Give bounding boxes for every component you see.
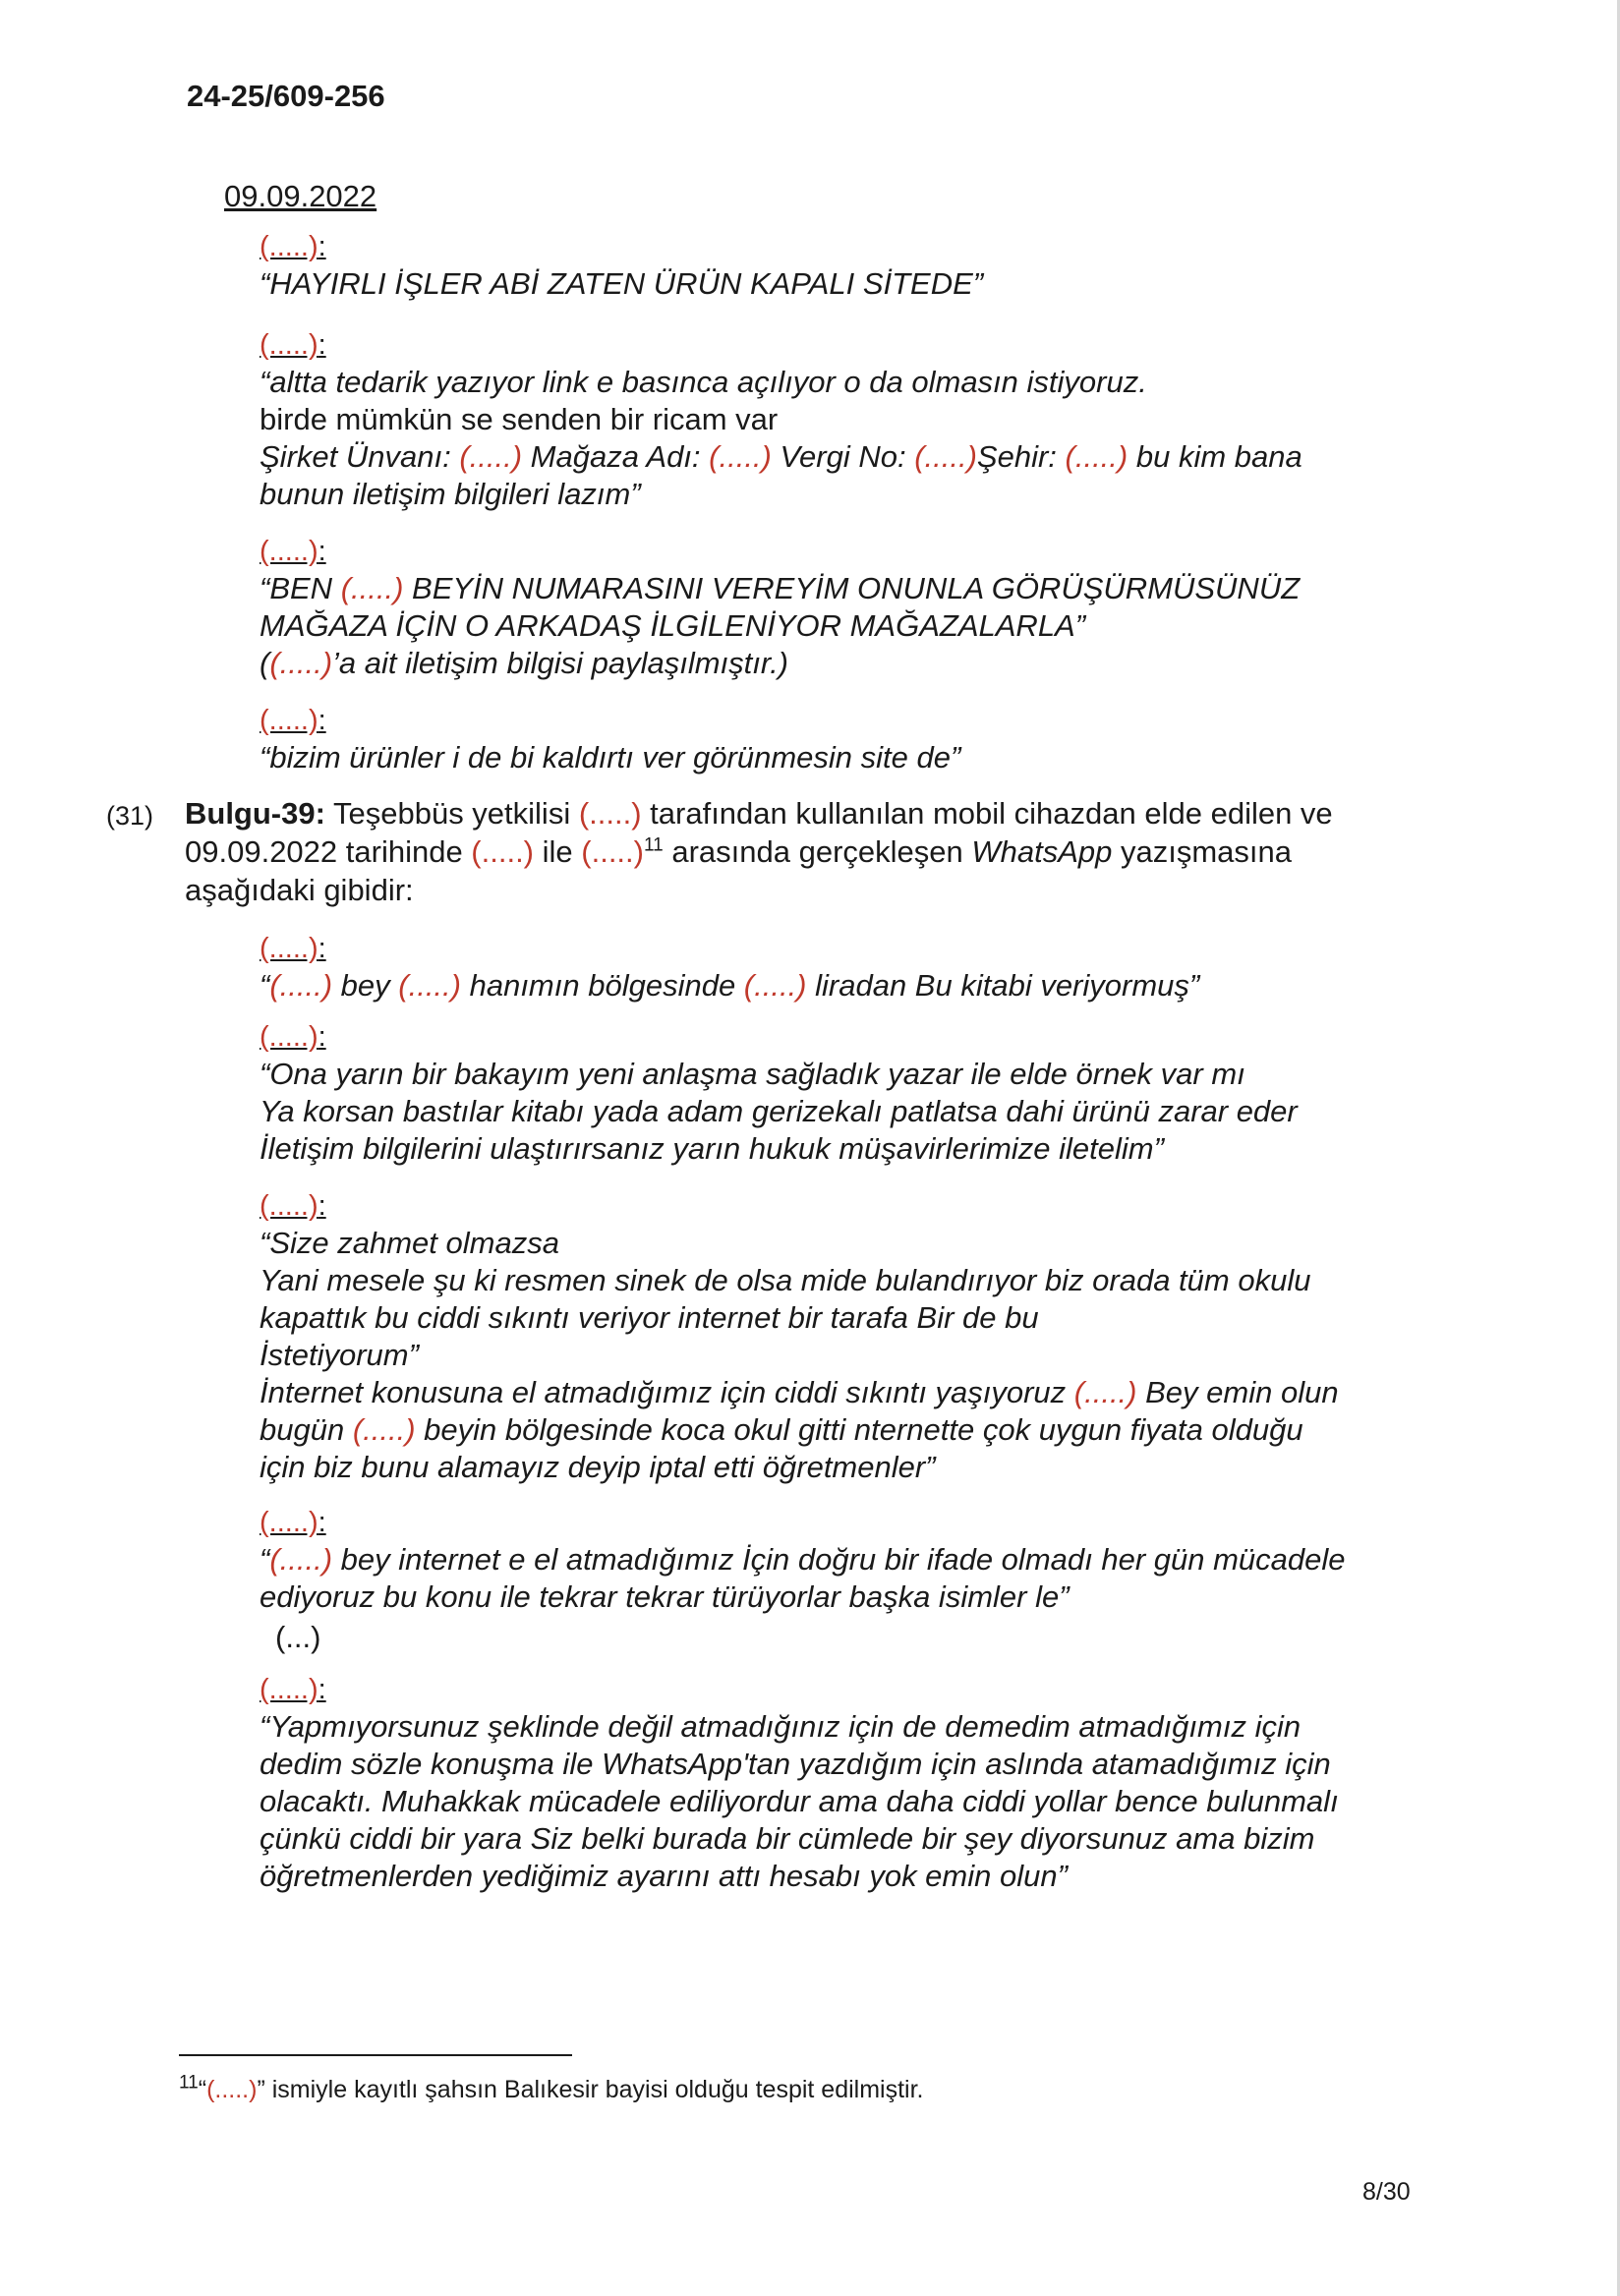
message-line: dedim sözle konuşma ile WhatsApp'tan yazdığım için aslında atamadığımız için (260, 1747, 1331, 1781)
message-line: “bizim ürünler i de bi kaldırtı ver görünmesin site de” (260, 740, 961, 775)
message-line: kapattık bu ciddi sıkıntı veriyor internet bir tarafa Bir de bu (260, 1300, 1039, 1335)
message-line: ((.....)’a ait iletişim bilgisi paylaşılmıştır.) (260, 646, 789, 680)
message-block (260, 1018, 1419, 1168)
message-line: “Ona yarın bir bakayım yeni anlaşma sağladık yazar ile elde örnek var mı (260, 1057, 1245, 1091)
message-line: “HAYIRLI İŞLER ABİ ZATEN ÜRÜN KAPALI SİTEDE” (260, 266, 984, 301)
message-line: “Size zahmet olmazsa (260, 1226, 559, 1260)
message-line: MAĞAZA İÇİN O ARKADAŞ İLGİLENİYOR MAĞAZALARLA” (260, 608, 1086, 643)
message-line: bunun iletişim bilgileri lazım” (260, 477, 641, 511)
message-line: Ya korsan bastılar kitabı yada adam gerizekalı patlatsa dahi ürünü zarar eder (260, 1094, 1298, 1128)
finding-label: Bulgu-39: (185, 796, 325, 831)
message-block (260, 326, 1419, 513)
speaker-label: (.....): (260, 536, 326, 567)
message-line: Yani mesele şu ki resmen sinek de olsa mide bulandırıyor biz orada tüm okulu (260, 1263, 1311, 1297)
message-line: “(.....) bey internet e el atmadığımız İçin doğru bir ifade olmadı her gün mücadele (260, 1542, 1346, 1577)
speaker-label: (.....): (260, 1021, 326, 1053)
message-line: “(.....) bey (.....) hanımın bölgesinde (.....) liradan Bu kitabi veriyormuş” (260, 968, 1200, 1003)
footnote: $^{11}$“(.....)” ismiyle kayıtlı şahsın Balıkesir bayisi olduğu tespit edilmiştir. (179, 2072, 924, 2103)
message-block (260, 228, 1419, 303)
message-line: İstetiyorum” (260, 1338, 419, 1372)
message-line: Şirket Ünvanı: (.....) Mağaza Adı: (.....) Vergi No: (.....)Şehir: (.....) bu kim bana (260, 439, 1302, 474)
message-block (260, 1187, 1419, 1486)
speaker-label: (.....): (260, 933, 326, 964)
message-line: İnternet konusuna el atmadığımız için ciddi sıkıntı yaşıyoruz (.....) Bey emin olun (260, 1375, 1339, 1409)
footnote-divider (179, 2054, 572, 2056)
message-line: olacaktı. Muhakkak mücadele ediliyordur ama daha ciddi yollar bence bulunmalı (260, 1784, 1339, 1818)
speaker-label: (.....): (260, 329, 326, 361)
message-date: 09.09.2022 (224, 179, 377, 213)
message-block (260, 1671, 1419, 1895)
message-line: “altta tedarik yazıyor link e basınca açılıyor o da olmasın istiyoruz. (260, 365, 1147, 399)
message-line: “BEN (.....) BEYİN NUMARASINI VEREYİM ONUNLA GÖRÜŞÜRMÜSÜNÜZ (260, 571, 1301, 605)
document-reference: 24-25/609-256 (187, 79, 385, 113)
omission-marker: (...) (275, 1620, 321, 1654)
message-line: bugün (.....) beyin bölgesinde koca okul gitti nternette çok uygun fiyata olduğu (260, 1412, 1303, 1447)
paragraph-number: (31) (106, 801, 154, 831)
message-line: “Yapmıyorsunuz şeklinde değil atmadığınız için de demedim atmadığımız için (260, 1709, 1302, 1744)
message-block (260, 1504, 1419, 1616)
speaker-label: (.....): (260, 1190, 326, 1222)
speaker-label: (.....): (260, 1674, 326, 1705)
message-line: çünkü ciddi bir yara Siz belki burada bir cümlede bir şey diyorsunuz ama bizim (260, 1821, 1315, 1856)
message-block (260, 930, 1419, 1004)
message-block (260, 533, 1419, 682)
message-block (260, 702, 1419, 776)
finding-paragraph: Bulgu-39: Teşebbüs yetkilisi (.....) tarafından kullanılan mobil cihazdan elde edilen ve 09.09.2022 tarihinde (.....) ile (.....)$^{11}$ arasında gerçekleşen WhatsApp yazışmasına aşağıdaki gibidir: (185, 796, 1333, 907)
speaker-label: (.....): (260, 705, 326, 736)
message-line: öğretmenlerden yediğimiz ayarını attı hesabı yok emin olun” (260, 1859, 1068, 1893)
message-line: ediyoruz bu konu ile tekrar tekrar türüyorlar başka isimler le” (260, 1579, 1070, 1614)
speaker-label: (.....): (260, 1507, 326, 1538)
message-line: birde mümkün se senden bir ricam var (260, 402, 779, 436)
speaker-label: (.....): (260, 231, 326, 262)
message-line: için biz bunu alamayız deyip iptal etti öğretmenler” (260, 1450, 936, 1484)
footnote-reference: 11 (643, 834, 664, 856)
page-number: 8/30 (1362, 2178, 1411, 2206)
message-line: İletişim bilgilerini ulaştırırsanız yarın hukuk müşavirlerimize iletelim” (260, 1131, 1164, 1166)
